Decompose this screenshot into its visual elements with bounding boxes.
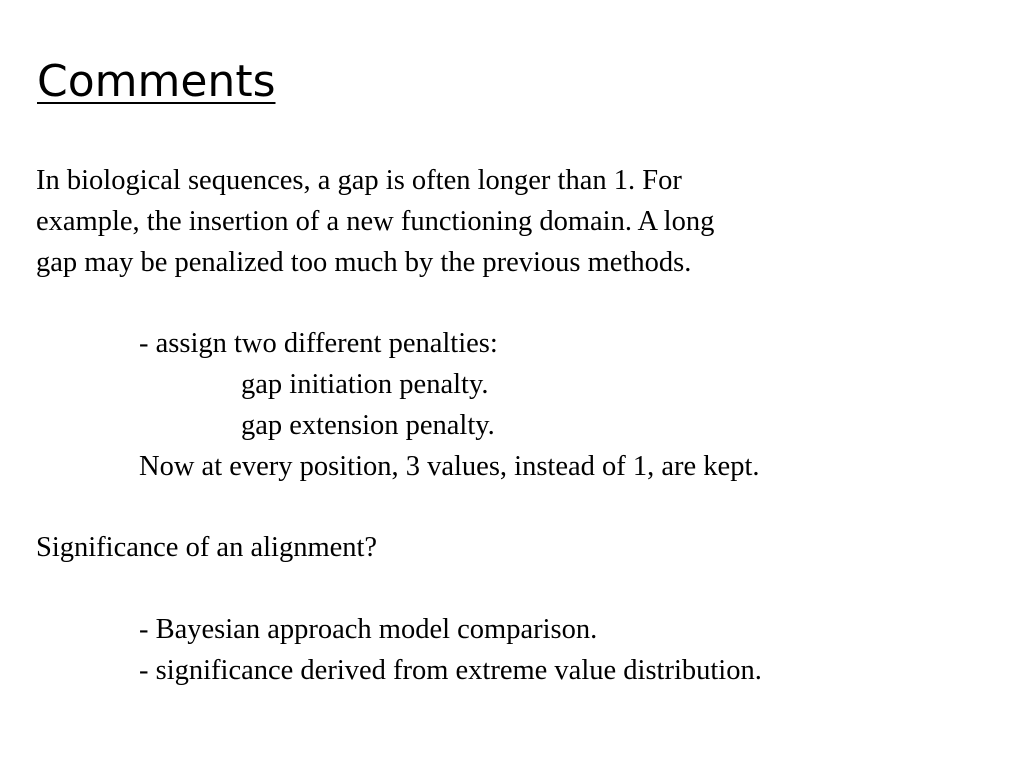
penalty-intro: - assign two different penalties:	[139, 328, 498, 360]
blank-line	[36, 569, 996, 610]
paragraph-line: In biological sequences, a gap is often longer than 1. For	[36, 165, 682, 196]
blank-line	[36, 487, 996, 528]
slide-body	[36, 161, 996, 691]
penalty-result: Now at every position, 3 values, instead of 1, are kept.	[139, 450, 760, 482]
significance-question: Significance of an alignment?	[36, 532, 378, 564]
gap-initiation-penalty: gap initiation penalty.	[241, 368, 489, 400]
paragraph-line: gap may be penalized too much by the previous methods.	[36, 246, 692, 278]
slide-title: Comments	[37, 56, 276, 107]
gap-extension-penalty: gap extension penalty.	[241, 409, 495, 441]
significance-point: - significance derived from extreme value distribution.	[139, 654, 762, 686]
blank-line	[36, 283, 996, 324]
paragraph-line: example, the insertion of a new functioning domain. A long	[36, 205, 715, 237]
significance-point: - Bayesian approach model comparison.	[139, 613, 598, 645]
